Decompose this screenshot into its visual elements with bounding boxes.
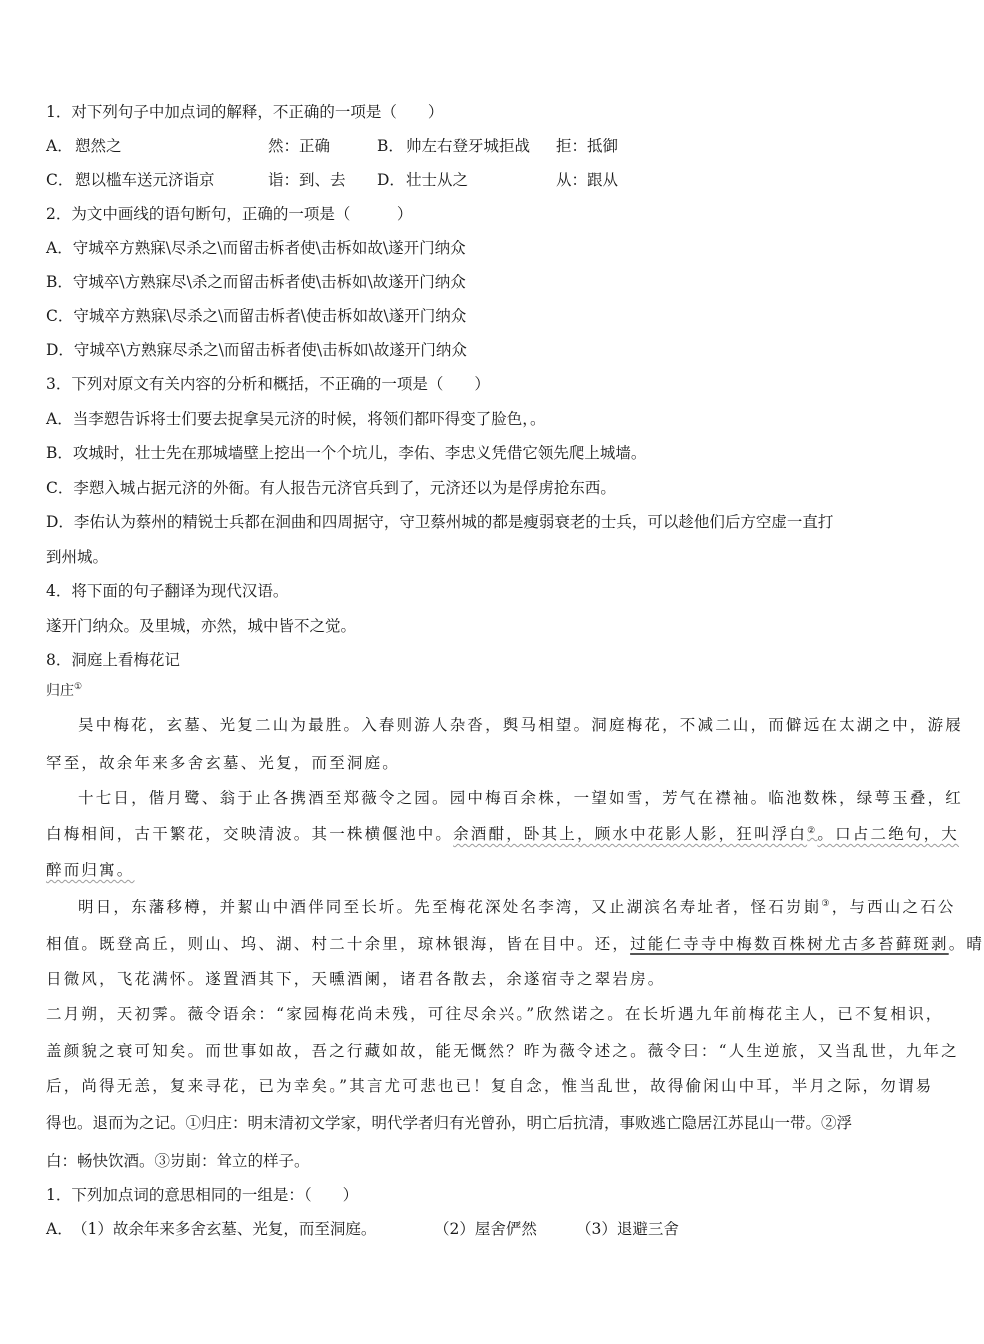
author-name: 归庄 — [46, 683, 74, 699]
paragraph-3-line-2 — [46, 933, 984, 955]
option-c-text: 愬以槛车送元济诣京 — [75, 171, 215, 189]
question-3-option-a: A．当李愬告诉将士们要去捉拿吴元济的时候，将领们都吓得变了脸色，。 — [46, 410, 546, 428]
question-3-option-d-cont: 到州城。 — [46, 548, 109, 566]
paragraph-3-text-3: 。晴 — [948, 935, 984, 953]
footnote-marker-1: ① — [74, 682, 83, 692]
question-3-stem: 3．下列对原文有关内容的分析和概括，不正确的一项是（ ） — [46, 375, 490, 393]
paragraph-3-line-3: 日微风，飞花满怀。遂置酒其下，天曛酒阑，诸君各散去，余遂宿寺之翠岩房。 — [46, 970, 666, 988]
paragraph-3-text: 明日，东藩移樽，并絜山中酒伴同至长圻。先至梅花深处名李湾，又止湖滨名寿址者，怪石岃崱 — [78, 898, 822, 916]
question-4-sentence: 遂开门纳众。及里城，亦然，城中皆不之觉。 — [46, 617, 357, 635]
paragraph-2-line-1: 十七日，偕月鹭、翁于止各携酒至郑薇令之园。园中梅百余株，一望如雪，芳气在襟袖。临池数株，绿萼玉叠，红 — [78, 789, 964, 807]
option-d-text: 壮士从之 — [406, 171, 469, 189]
option-a-part-1: （1）故余年来多舍玄墓、光复，而至洞庭。 — [72, 1220, 377, 1238]
option-d-gloss: 从：跟从 — [556, 171, 619, 189]
question-2-stem: 2．为文中画线的语句断句，正确的一项是（ ） — [46, 205, 413, 223]
option-b-label: B． — [377, 137, 404, 155]
option-a-label: A． — [46, 137, 73, 155]
question-3-option-c: C．李愬入城占据元济的外衙。有人报告元济官兵到了，元济还以为是俘虏抢东西。 — [46, 479, 616, 497]
passage-title: 8．洞庭上看梅花记 — [46, 651, 180, 669]
passage-author — [46, 680, 82, 702]
question-2-option-b: B．守城卒\方熟寐尽\杀之而留击柝者使\击柝如\故遂开门纳众 — [46, 273, 466, 291]
option-a-part-3: （3）退避三舍 — [576, 1220, 679, 1238]
question-1-stem: 1．对下列句子中加点词的解释，不正确的一项是（ ） — [46, 103, 444, 121]
paragraph-1-line-1: 吴中梅花，玄墓、光复二山为最胜。入春则游人杂沓，舆马相望。洞庭梅花，不减二山，而僻远在太湖之中，游屐 — [78, 716, 964, 734]
underlined-sentence: 过能仁寺寺中梅数百株树尤古多苔藓斑剥 — [630, 935, 949, 953]
paragraph-4-line-3: 后，尚得无恙，复来寻花，已为幸矣。”其言尤可悲也已！复自念，惟当乱世，故得偷闲山中耳，半月之际，勿谓易 — [46, 1077, 934, 1095]
question-3-option-d: D．李佑认为蔡州的精锐士兵都在洄曲和四周据守，守卫蔡州城的都是瘦弱衰老的士兵，可以趁他们后方空虚一直打 — [46, 513, 834, 531]
option-b-text: 帅左右登牙城拒战 — [406, 137, 531, 155]
wavy-underlined-text: 余酒酣，卧其上，顾水中花影人影，狂叫浮白 — [453, 825, 808, 843]
option-a-gloss: 然：正确 — [268, 137, 331, 155]
paragraph-4-line-2: 盖颜貌之衰可知矣。而世事如故，吾之行藏如故，能无慨然？昨为薇令述之。薇令曰：“人生逆旅，又当乱世，九年之 — [46, 1042, 959, 1060]
question-2-option-d: D．守城卒\方熟寐尽杀之\而留击柝者使\击柝如\故遂开门纳众 — [46, 341, 467, 359]
option-d-label: D． — [377, 171, 405, 189]
option-a-label: A． — [46, 1220, 73, 1238]
option-c-label: C． — [46, 171, 74, 189]
paragraph-3-line-1 — [46, 896, 956, 918]
footnotes-line-2: 白：畅快饮酒。③岃崱：耸立的样子。 — [46, 1152, 310, 1170]
paragraph-1-line-2: 罕至，故余年来多舍玄墓、光复，而至洞庭。 — [46, 754, 401, 772]
wavy-underlined-text-end: 醉而归寓。 — [46, 861, 135, 879]
question-2-option-c: C．守城卒方熟寐\尽杀之\而留击柝者\使击柝如故\遂开门纳众 — [46, 307, 467, 325]
question-set2-1-stem: 1．下列加点词的意思相同的一组是：（ ） — [46, 1186, 359, 1204]
footnote-marker-3: ③ — [821, 899, 832, 909]
option-c-gloss: 诣：到、去 — [268, 171, 346, 189]
paragraph-4-line-1: 二月朔，天初霁。薇令语余：“家园梅花尚未残，可往尽余兴。”欣然诺之。在长圻遇九年前梅花主人，已不复相识， — [46, 1005, 944, 1023]
paragraph-2-text: 白梅相间，古干繁花，交映清波。其一株横偃池中。 — [46, 825, 454, 843]
paragraph-2-line-3 — [46, 859, 135, 881]
option-b-gloss: 拒：抵御 — [556, 137, 619, 155]
option-a-text: 愬然之 — [75, 137, 122, 155]
paragraph-3-text-cont: ，与西山之石公 — [831, 898, 956, 916]
question-4-stem: 4．将下面的句子翻译为现代汉语。 — [46, 582, 289, 600]
question-2-option-a: A．守城卒方熟寐\尽杀之\而留击柝者使\击柝如故\遂开门纳众 — [46, 239, 466, 257]
paragraph-4-line-4-footnotes: 得也。退而为之记。①归庄：明末清初文学家，明代学者归有光曾孙，明亡后抗清，事败逃亡隐居江苏昆山一带。②浮 — [46, 1114, 853, 1132]
option-a-part-2: （2）屋舍俨然 — [434, 1220, 537, 1238]
paragraph-3-text-2: 相值。既登高丘，则山、坞、湖、村二十余里，琼林银海，皆在目中。还， — [46, 935, 631, 953]
wavy-underlined-text-cont: 。口占二绝句，大 — [817, 825, 960, 843]
paragraph-2-line-2 — [46, 823, 959, 845]
footnote-marker-2: ② — [807, 826, 818, 836]
question-3-option-b: B．攻城时，壮士先在那城墙壁上挖出一个个坑儿，李佑、李忠义凭借它领先爬上城墙。 — [46, 444, 647, 462]
